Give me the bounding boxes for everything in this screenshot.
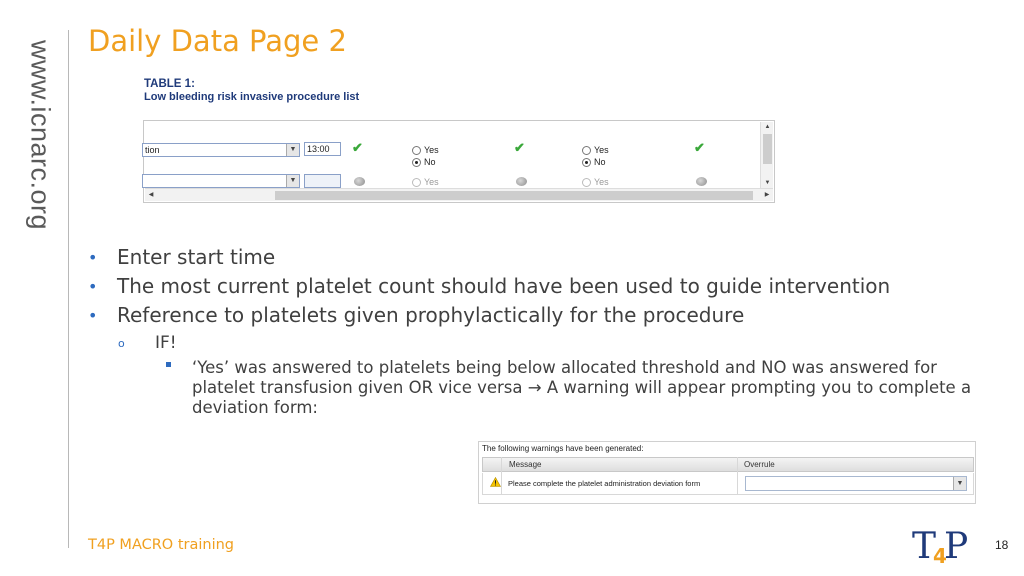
chevron-down-icon[interactable]: ▼ xyxy=(286,175,299,187)
square-bullet-icon xyxy=(166,362,171,367)
sub-sub-bullet-text: ‘Yes’ was answered to platelets being below allocated threshold and NO was answered for platelet transfusion given OR vice versa → A warning will appear prompting you to complete a deviation form: xyxy=(192,358,972,417)
radio-icon xyxy=(582,146,591,155)
transfusion-yes-radio-row1[interactable] xyxy=(582,145,609,155)
start-time-input-row1[interactable]: 13:00 xyxy=(304,142,341,156)
radio-icon xyxy=(582,178,591,187)
radio-icon xyxy=(412,146,421,155)
bullet-item xyxy=(88,243,988,272)
page-number: 18 xyxy=(995,538,1009,552)
table-subtitle: Low bleeding risk invasive procedure list xyxy=(144,91,360,103)
procedure-select-row1[interactable] xyxy=(142,143,300,157)
logo-digit-4: 4 xyxy=(933,544,947,565)
radio-label: Yes xyxy=(424,145,439,155)
procedure-select-row2[interactable] xyxy=(142,174,300,188)
chevron-down-icon[interactable]: ▼ xyxy=(953,477,966,490)
column-divider xyxy=(501,457,502,495)
scroll-thumb[interactable] xyxy=(275,191,753,200)
site-url xyxy=(20,30,60,240)
bullet-text: Reference to platelets given prophylactically for the procedure xyxy=(117,303,745,327)
bullet-list xyxy=(88,243,988,418)
bullet-item xyxy=(88,272,988,301)
divider-line xyxy=(68,30,69,548)
scroll-down-icon[interactable]: ▼ xyxy=(764,180,771,186)
sub-sub-bullet-item xyxy=(88,358,988,418)
check-icon: ✔ xyxy=(514,140,525,155)
table-frame xyxy=(143,120,775,203)
bullet-text: The most current platelet count should have been used to guide intervention xyxy=(117,274,891,298)
radio-label: Yes xyxy=(594,177,609,187)
footer-text: T4P MACRO training xyxy=(88,537,235,553)
count-yes-radio-row2[interactable] xyxy=(412,177,439,187)
column-divider xyxy=(737,457,738,495)
bullet-text: Enter start time xyxy=(117,245,276,269)
count-no-radio-row1[interactable] xyxy=(412,157,436,167)
procedure-select-value: tion xyxy=(145,145,160,155)
check-icon: ✔ xyxy=(352,140,363,155)
bullet-icon: • xyxy=(88,277,98,296)
status-dot-icon xyxy=(516,177,527,186)
procedure-table-screenshot xyxy=(140,76,776,204)
radio-icon xyxy=(412,178,421,187)
warning-title: The following warnings have been generated: xyxy=(482,444,644,453)
vertical-scrollbar[interactable] xyxy=(760,122,773,188)
table-title: TABLE 1: xyxy=(144,78,195,90)
status-dot-icon xyxy=(354,177,365,186)
sub-bullet-text: IF! xyxy=(155,333,177,353)
radio-selected-icon xyxy=(582,158,591,167)
hollow-bullet-icon: o xyxy=(118,337,125,350)
bullet-item xyxy=(88,301,988,330)
sub-bullet-item xyxy=(88,331,988,355)
scroll-thumb[interactable] xyxy=(763,134,772,164)
warning-message: Please complete the platelet administration deviation form xyxy=(508,479,701,488)
page-title: Daily Data Page 2 xyxy=(88,24,347,58)
transfusion-no-radio-row1[interactable] xyxy=(582,157,606,167)
radio-label: No xyxy=(594,157,606,167)
scroll-right-icon[interactable]: ▶ xyxy=(764,192,770,198)
column-message: Message xyxy=(509,460,542,469)
bullet-icon: • xyxy=(88,248,98,267)
logo-letter-p: P xyxy=(944,526,968,565)
horizontal-scrollbar[interactable] xyxy=(145,188,773,201)
check-icon: ✔ xyxy=(694,140,705,155)
chevron-down-icon[interactable]: ▼ xyxy=(286,144,299,156)
site-url-text: www.icnarc.org xyxy=(25,39,56,231)
radio-selected-icon xyxy=(412,158,421,167)
column-overrule: Overrule xyxy=(744,460,775,469)
bullet-icon: • xyxy=(88,306,98,325)
warning-icon xyxy=(490,477,501,487)
logo-letter-t: T xyxy=(912,526,937,565)
radio-label: Yes xyxy=(424,177,439,187)
warning-column-header xyxy=(482,457,974,472)
status-dot-icon xyxy=(696,177,707,186)
radio-label: No xyxy=(424,157,436,167)
t4p-logo xyxy=(912,525,968,565)
transfusion-yes-radio-row2[interactable] xyxy=(582,177,609,187)
count-yes-radio-row1[interactable] xyxy=(412,145,439,155)
start-time-input-row2[interactable] xyxy=(304,174,341,188)
scroll-up-icon[interactable]: ▲ xyxy=(764,124,771,130)
overrule-select[interactable] xyxy=(745,476,967,491)
scroll-left-icon[interactable]: ◀ xyxy=(148,192,154,198)
warning-row xyxy=(482,473,974,495)
radio-label: Yes xyxy=(594,145,609,155)
warning-panel-screenshot xyxy=(478,441,976,504)
